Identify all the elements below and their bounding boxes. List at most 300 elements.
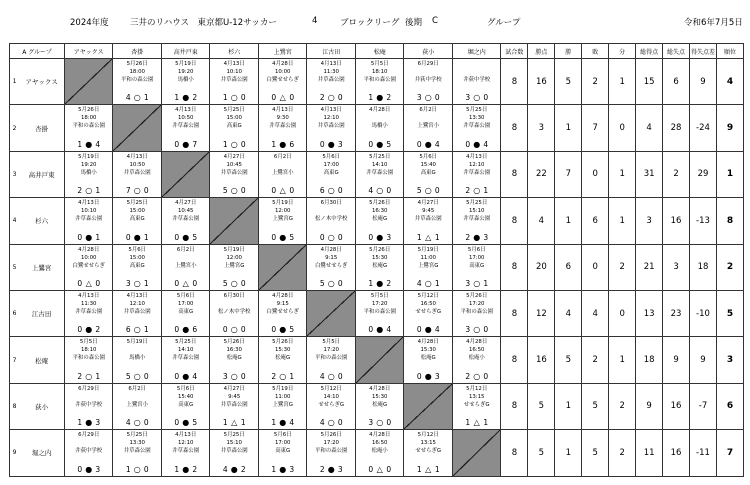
goals-against: 0	[240, 93, 246, 103]
match-date: 5月6日	[176, 385, 195, 392]
match-venue: 松庵小	[468, 355, 485, 362]
result-mark: ●	[376, 278, 384, 288]
rank-cell: 5	[716, 290, 743, 336]
result-mark: ●	[182, 418, 190, 428]
result-mark: ○	[230, 139, 238, 149]
result-mark: ○	[473, 278, 481, 288]
row-number: 3	[10, 151, 20, 197]
match-result	[404, 233, 452, 242]
result-mark: ○	[376, 418, 384, 428]
match-time: 9:45	[422, 208, 435, 215]
match-time: 17:00	[177, 300, 194, 307]
match-venue: 上鷺宮G	[272, 401, 293, 408]
stat-cell: 13	[636, 290, 663, 336]
match-cell	[210, 105, 259, 151]
goals-for: 1	[271, 418, 277, 428]
match-result	[307, 186, 355, 195]
match-date: 5月26日	[466, 292, 488, 299]
stat-cell: 11	[636, 430, 663, 476]
match-cell	[452, 59, 501, 105]
league-label: ブロックリーグ	[340, 18, 400, 28]
match-time: 18:10	[371, 69, 388, 75]
match-result	[210, 418, 258, 427]
self-match-cell	[161, 151, 210, 197]
match-cell	[113, 383, 162, 429]
match-cell	[64, 383, 113, 429]
match-time: 16:50	[420, 300, 436, 307]
goals-for: 1	[222, 139, 228, 149]
result-mark: △	[182, 278, 189, 288]
match-date: 5月26日	[126, 61, 148, 67]
match-venue: 高東G	[275, 448, 291, 455]
goals-against: 1	[143, 278, 149, 288]
column-header-opponent: 高井戸東	[161, 44, 210, 59]
match-date: 4月13日	[175, 432, 197, 439]
goals-for: 2	[465, 371, 471, 381]
goals-for: 0	[174, 325, 180, 335]
match-venue: 松庵G	[275, 355, 291, 362]
result-mark: ●	[85, 325, 93, 335]
match-result	[113, 233, 161, 242]
goals-for: 6	[125, 325, 131, 335]
stat-cell: 7	[582, 105, 609, 151]
match-time: 12:10	[468, 161, 485, 168]
match-cell	[113, 430, 162, 476]
match-time: 9:15	[325, 254, 338, 261]
match-venue: 馬橋小	[129, 355, 146, 362]
goals-against: 0	[289, 93, 295, 103]
goals-against: 1	[483, 278, 489, 288]
match-cell	[161, 430, 210, 476]
match-cell	[210, 151, 259, 197]
goals-for: 0	[174, 232, 180, 242]
match-result	[404, 279, 452, 288]
goals-for: 4	[125, 418, 131, 428]
match-time: 17:00	[323, 161, 339, 168]
match-time: 10:45	[177, 208, 194, 215]
stat-cell: 1	[609, 337, 636, 383]
match-time: 13:15	[420, 440, 436, 447]
goals-against: 1	[143, 325, 149, 335]
self-match-cell	[404, 383, 453, 429]
column-header-opponent: 堀之内	[452, 44, 501, 59]
match-time: 17:20	[468, 300, 485, 307]
match-venue: 平和の森公園	[363, 308, 396, 315]
result-mark: △	[279, 186, 286, 196]
goals-against: 4	[434, 139, 440, 149]
goals-against: 0	[337, 278, 343, 288]
stat-cell: 8	[501, 290, 528, 336]
match-venue: 平和の森公園	[315, 448, 348, 455]
match-date: 5月12日	[320, 385, 342, 392]
match-result	[210, 93, 258, 102]
match-date: 5月6日	[273, 432, 292, 439]
tournament-name: 三井のリハウス 東京都U-12サッカー	[130, 18, 277, 28]
goals-against: 3	[483, 232, 489, 242]
match-date: 6月2日	[128, 385, 147, 392]
match-cell	[452, 198, 501, 244]
match-venue: 平和の森公園	[460, 308, 493, 315]
match-time: 10:10	[80, 208, 97, 215]
goals-against: 3	[95, 464, 101, 474]
stat-cell: 6	[582, 198, 609, 244]
match-venue: 井草森公園	[75, 216, 103, 223]
match-cell	[307, 105, 356, 151]
match-cell	[452, 105, 501, 151]
match-time: 15:30	[274, 347, 291, 354]
match-time: 14:10	[177, 347, 194, 354]
match-venue: せせらぎG	[463, 401, 490, 408]
match-venue: 井荻中学校	[75, 448, 103, 455]
result-mark: ●	[376, 93, 384, 103]
match-time: 15:30	[420, 347, 436, 354]
match-date: 5月25日	[126, 432, 148, 439]
result-mark: ○	[133, 371, 141, 381]
goals-against: 0	[386, 464, 392, 474]
result-mark: ●	[327, 464, 335, 474]
stat-cell: 6	[663, 59, 690, 105]
goals-for: 5	[319, 278, 325, 288]
group-word: グループ	[487, 18, 521, 28]
goals-for: 1	[125, 464, 131, 474]
stat-cell: 12	[528, 290, 555, 336]
goals-for: 4	[368, 186, 374, 196]
match-cell	[307, 198, 356, 244]
goals-for: 2	[77, 371, 83, 381]
match-venue: 井草森公園	[414, 216, 442, 223]
goals-for: 1	[465, 418, 471, 428]
match-time: 12:00	[226, 254, 242, 261]
match-date: 5月25日	[175, 339, 197, 346]
goals-for: 1	[77, 139, 83, 149]
row-number: 9	[10, 430, 20, 476]
column-header-opponent: 上鷺宮	[258, 44, 307, 59]
match-cell	[161, 290, 210, 336]
stat-cell: 16	[528, 337, 555, 383]
match-date: 4月13日	[175, 107, 197, 114]
goals-against: 5	[289, 232, 295, 242]
match-date: 4月13日	[126, 153, 148, 160]
goals-against: 0	[337, 232, 343, 242]
goals-for: 4	[319, 418, 325, 428]
match-date: 6月2日	[273, 153, 292, 160]
goals-for: 6	[319, 186, 325, 196]
match-date: 5月6日	[467, 246, 486, 253]
self-match-cell	[210, 198, 259, 244]
goals-for: 0	[174, 371, 180, 381]
stat-cell: 6	[555, 244, 582, 290]
goals-for: 2	[77, 186, 83, 196]
goals-against: 0	[483, 325, 489, 335]
result-mark: ○	[424, 278, 432, 288]
stat-cell: 29	[690, 151, 717, 197]
result-mark: ○	[230, 278, 238, 288]
match-time: 15:30	[371, 393, 388, 400]
row-number: 8	[10, 383, 20, 429]
goals-for: 2	[319, 93, 325, 103]
block-number: 4	[312, 16, 318, 26]
stat-cell: 9	[663, 337, 690, 383]
stat-cell: 15	[636, 59, 663, 105]
stat-cell: 21	[636, 244, 663, 290]
result-mark: △	[473, 418, 480, 428]
column-header-stat: 敗	[582, 44, 609, 59]
match-cell	[355, 59, 404, 105]
match-result	[453, 93, 501, 102]
match-result	[356, 465, 404, 474]
goals-for: 0	[465, 139, 471, 149]
goals-against: 1	[240, 418, 246, 428]
match-cell	[258, 337, 307, 383]
column-header-opponent: 江古田	[307, 44, 356, 59]
result-mark: ○	[230, 93, 238, 103]
goals-for: 0	[174, 139, 180, 149]
match-venue: 井荻中学校	[414, 77, 442, 83]
rank-cell: 9	[716, 105, 743, 151]
match-date: 5月25日	[466, 107, 488, 114]
result-mark: ●	[473, 232, 481, 242]
goals-against: 0	[386, 418, 392, 428]
result-mark: ○	[133, 418, 141, 428]
match-time: 18:00	[80, 115, 97, 122]
match-result	[356, 140, 404, 149]
goals-against: 5	[192, 418, 198, 428]
match-venue: 上鷺宮小	[126, 401, 148, 408]
match-venue: 上鷺宮G	[272, 216, 293, 223]
match-venue: 松庵G	[226, 355, 242, 362]
match-venue: 高東G	[129, 216, 145, 223]
match-cell	[307, 337, 356, 383]
match-venue: 井草森公園	[463, 169, 491, 176]
match-date: 4月27日	[175, 200, 197, 207]
stat-cell: 2	[609, 430, 636, 476]
match-result	[113, 418, 161, 427]
goals-for: 0	[271, 325, 277, 335]
match-venue: 白鷺せせらぎ	[266, 308, 299, 315]
match-cell	[210, 430, 259, 476]
match-result	[404, 93, 452, 102]
column-header-opponent: 杏掛	[113, 44, 162, 59]
match-time: 12:10	[129, 300, 145, 307]
match-cell	[161, 59, 210, 105]
result-mark: ○	[473, 371, 481, 381]
result-mark: ○	[85, 186, 93, 196]
match-date: 5月25日	[223, 107, 245, 114]
row-number: 5	[10, 244, 20, 290]
match-cell	[64, 290, 113, 336]
match-time: 9:15	[276, 300, 289, 307]
match-time: 17:20	[371, 300, 388, 307]
match-time: 10:50	[129, 161, 145, 168]
match-result	[210, 325, 258, 334]
result-mark: △	[425, 464, 432, 474]
result-mark: ●	[279, 139, 287, 149]
match-venue: 高東G	[469, 262, 485, 269]
result-mark: △	[85, 278, 92, 288]
goals-against: 6	[192, 325, 198, 335]
match-date: 4月27日	[223, 385, 245, 392]
match-result	[162, 93, 210, 102]
goals-for: 1	[368, 93, 374, 103]
stat-cell: 3	[636, 198, 663, 244]
match-result	[65, 233, 113, 242]
match-time: 15:10	[226, 440, 242, 447]
stat-cell: 4	[528, 198, 555, 244]
match-date: 4月13日	[320, 61, 342, 67]
goals-for: 0	[368, 325, 374, 335]
match-result	[162, 279, 210, 288]
match-cell	[64, 151, 113, 197]
match-result	[65, 186, 113, 195]
stat-cell: 1	[555, 430, 582, 476]
match-time: 15:00	[226, 115, 242, 122]
match-result	[210, 372, 258, 381]
goals-for: 2	[319, 464, 325, 474]
goals-for: 1	[222, 93, 228, 103]
match-result	[113, 325, 161, 334]
goals-for: 5	[125, 371, 131, 381]
result-mark: ○	[327, 232, 335, 242]
goals-against: 0	[434, 93, 440, 103]
result-mark: ●	[182, 371, 190, 381]
match-date: 4月13日	[78, 292, 100, 299]
goals-against: 0	[337, 186, 343, 196]
match-time: 10:45	[226, 161, 242, 168]
self-match-cell	[64, 59, 113, 105]
match-cell	[161, 244, 210, 290]
match-result	[65, 465, 113, 474]
match-time: 16:50	[371, 440, 388, 447]
match-date: 6月29日	[417, 61, 439, 67]
stat-cell: 28	[663, 105, 690, 151]
stat-cell: 3	[528, 105, 555, 151]
match-time: 13:15	[468, 393, 485, 400]
match-venue: 馬橋小	[177, 77, 194, 83]
match-date: 4月13日	[320, 107, 342, 114]
match-result	[307, 465, 355, 474]
match-date: 5月26日	[369, 200, 391, 207]
goals-for: 0	[174, 278, 180, 288]
report-date: 令和6年7月5日	[684, 18, 743, 28]
goals-for: 1	[77, 418, 83, 428]
match-time: 9:45	[228, 393, 241, 400]
league-table	[9, 43, 744, 477]
match-venue: 高東G	[323, 169, 339, 176]
self-match-cell	[355, 337, 404, 383]
match-venue: 松庵小	[371, 448, 388, 455]
match-result	[453, 372, 501, 381]
result-mark: ○	[327, 93, 335, 103]
match-result	[453, 233, 501, 242]
match-result	[113, 279, 161, 288]
match-result	[162, 372, 210, 381]
stat-cell: 5	[528, 383, 555, 429]
match-result	[210, 186, 258, 195]
goals-for: 5	[222, 278, 228, 288]
result-mark: ○	[327, 186, 335, 196]
match-result	[113, 186, 161, 195]
match-result	[307, 140, 355, 149]
team-row	[10, 290, 744, 336]
match-result	[356, 233, 404, 242]
match-cell	[307, 244, 356, 290]
result-mark: ○	[133, 93, 141, 103]
stat-cell: 8	[501, 430, 528, 476]
match-cell	[404, 337, 453, 383]
column-header-stat: 勝点	[528, 44, 555, 59]
match-date: 4月28日	[369, 385, 391, 392]
stat-cell: 2	[663, 151, 690, 197]
match-venue: 白鷺せせらぎ	[72, 262, 105, 269]
match-date: 4月13日	[223, 61, 245, 67]
match-date: 5月25日	[223, 432, 245, 439]
goals-against: 0	[143, 186, 149, 196]
match-venue: 高東G	[420, 169, 436, 176]
match-date: 5月6日	[322, 153, 341, 160]
goals-against: 4	[289, 418, 295, 428]
match-time: 19:20	[177, 69, 194, 75]
goals-against: 0	[386, 186, 392, 196]
match-date: 5月26日	[223, 339, 245, 346]
match-time: 14:10	[371, 161, 388, 168]
match-venue: 井草森公園	[366, 169, 394, 176]
team-name: 杉六	[19, 198, 64, 244]
stat-cell: 2	[582, 59, 609, 105]
result-mark: △	[376, 464, 383, 474]
match-result	[162, 418, 210, 427]
goals-against: 4	[386, 325, 392, 335]
result-mark: △	[279, 93, 286, 103]
match-time: 16:30	[371, 208, 388, 215]
match-time: 11:00	[420, 254, 436, 261]
match-result	[113, 465, 161, 474]
team-name: 荻小	[19, 383, 64, 429]
result-mark: ○	[473, 186, 481, 196]
match-venue: 上鷺宮小	[271, 169, 294, 176]
result-mark: ●	[133, 232, 141, 242]
match-date: 5月19日	[126, 339, 148, 346]
goals-for: 1	[271, 464, 277, 474]
result-mark: ●	[424, 139, 432, 149]
goals-for: 0	[368, 232, 374, 242]
goals-for: 1	[416, 464, 422, 474]
match-result	[356, 186, 404, 195]
goals-for: 4	[222, 464, 228, 474]
result-mark: ●	[85, 232, 93, 242]
match-cell	[258, 198, 307, 244]
stat-cell: 8	[501, 198, 528, 244]
goals-for: 0	[368, 139, 374, 149]
match-time: 13:30	[129, 440, 145, 447]
column-header-stat: 試合数	[501, 44, 528, 59]
season-year: 2024年度	[70, 18, 109, 28]
stat-cell: 2	[609, 244, 636, 290]
match-cell	[64, 198, 113, 244]
goals-for: 0	[271, 186, 277, 196]
result-mark: ●	[376, 232, 384, 242]
goals-for: 4	[416, 278, 422, 288]
match-time: 16:30	[226, 347, 242, 354]
result-mark: ○	[473, 93, 481, 103]
stat-cell: 16	[663, 430, 690, 476]
result-mark: ●	[327, 139, 335, 149]
goals-for: 1	[222, 418, 228, 428]
goals-against: 1	[434, 232, 440, 242]
goals-against: 0	[434, 186, 440, 196]
match-venue: 井荻中学校	[75, 401, 103, 408]
match-result	[356, 279, 404, 288]
match-cell	[404, 198, 453, 244]
